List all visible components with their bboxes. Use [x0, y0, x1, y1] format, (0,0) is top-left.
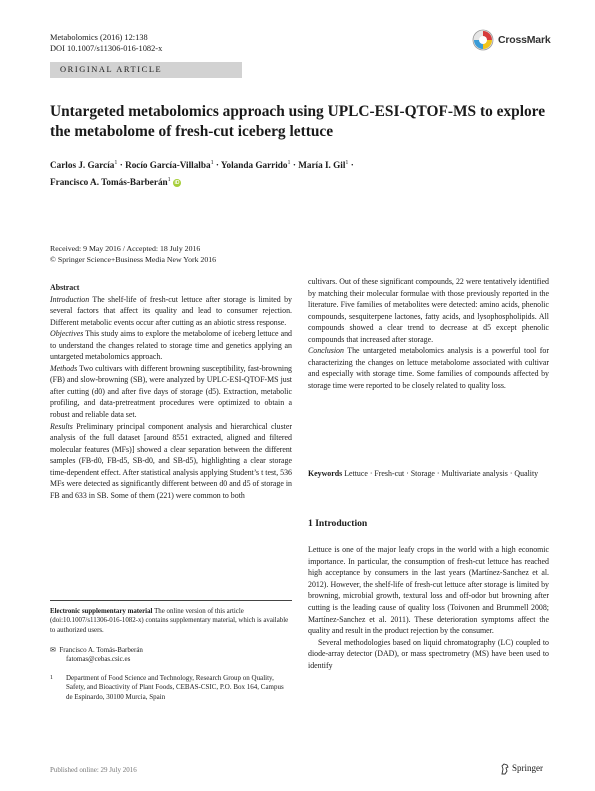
abstract-text: Preliminary principal component analysis and hierarchical cluster analysis of the full dataset [around 8551 extracted, aligned and filtered molecular features (MFs)] showed a clear separation between the different samples (FB-d0, FB-d5, SB-d0, and SB-d5), highlighting a clear storage time-dependent effect. After statistical analysis applying Student’s t test, 536 MFs were detected as significantly different between d0 and d5 of storage in FB and 633 in SB. Some of them (221) were common to both	[50, 421, 292, 500]
affiliation-text: Department of Food Science and Technology, Research Group on Quality, Safety, and Bioactivity of Plant Foods, CEBAS-CSIC, P.O. Box 164, Campus de Espinardo, 30100 Murcia, Spain	[66, 674, 284, 701]
footnote-divider	[50, 600, 292, 601]
esm-text[interactable]: The online version of this article (doi:10.1007/s11306-016-1082-x) contains supplementary material, which is available to authorized users.	[50, 608, 289, 634]
abstract-conclusion	[308, 345, 549, 391]
abstract-label: Introduction	[50, 294, 90, 304]
keywords-label: Keywords	[308, 469, 343, 478]
keywords-text: Lettuce · Fresh-cut · Storage · Multivariate analysis · Quality	[344, 469, 539, 478]
journal-doi[interactable]: DOI 10.1007/s11306-016-1082-x	[50, 44, 163, 53]
affiliation	[50, 674, 292, 702]
author-separator: ·	[213, 160, 221, 171]
abstract-methods	[50, 363, 292, 421]
published-online: Published online: 29 July 2016	[50, 766, 137, 774]
affiliation-number: 1	[50, 675, 53, 681]
received-accepted: Received: 9 May 2016 / Accepted: 18 July 2016	[50, 244, 201, 253]
abstract-label: Methods	[50, 363, 78, 373]
author-name[interactable]: Carlos J. García	[50, 160, 115, 171]
springer-label: Springer	[512, 763, 543, 773]
article-title: Untargeted metabolomics approach using UPLC-ESI-QTOF-MS to explore the metabolome of fresh-cut iceberg lettuce	[50, 103, 546, 140]
author-separator: ·	[290, 160, 299, 171]
esm-note	[50, 607, 292, 635]
crossmark-icon	[472, 29, 494, 51]
abstract-section	[50, 282, 292, 501]
author-list	[50, 156, 550, 190]
abstract-results-cont: cultivars. Out of these significant compounds, 22 were tentatively identified by matching their molecular formulae with those previously reported in the literature. Five families of metabolites were detected: amino acids, phenolic compounds, sesquiterpene lactones, fatty acids, and lysophospholipids. All compounds showed a clear trend to decrease at d5 except phenolic compounds that increased after storage.	[308, 277, 549, 344]
abstract-text: Two cultivars with different browning susceptibility, fast-browning (FB) and slow-browning (SB), were analyzed by UPLC-ESI-QTOF-MS just after cutting (d0) and after five days of storage (d5). Extraction, metabolic profiling, and data-pretreatment procedures were optimized to obtain a robust and reliable data set.	[50, 363, 292, 420]
abstract-label: Results	[50, 421, 73, 431]
section-heading-introduction: 1 Introduction	[308, 518, 368, 529]
author-affiliation-marker: 1	[287, 160, 291, 166]
keywords	[308, 468, 549, 480]
article-type-banner: ORIGINAL ARTICLE	[50, 62, 242, 78]
author-name[interactable]: Francisco A. Tomás-Barberán	[50, 177, 168, 188]
author-separator: ·	[348, 160, 354, 171]
author-affiliation-marker: 1	[345, 160, 349, 166]
author-affiliation-marker: 1	[114, 160, 118, 166]
orcid-icon[interactable]: iD	[174, 180, 180, 187]
introduction-body	[308, 544, 549, 672]
author-name[interactable]: María I. Gil	[298, 160, 346, 171]
abstract-continuation	[308, 276, 549, 391]
author-affiliation-marker: 1	[167, 177, 171, 184]
abstract-text: The untargeted metabolomics analysis is a powerful tool for characterizing the changes on lettuce metabolome associated with cultivar and especially with storage time. Some families of compounds affected by storage time were reported to be closely related to quality loss.	[308, 346, 549, 390]
author-separator: ·	[117, 160, 126, 171]
abstract-heading: Abstract	[50, 283, 80, 292]
author-affiliation-marker: 1	[210, 160, 214, 166]
author-name[interactable]: Rocío García-Villalba	[125, 160, 211, 171]
abstract-label: Objectives	[50, 329, 84, 339]
author-name[interactable]: Yolanda Garrido	[220, 160, 288, 171]
corresponding-name: Francisco A. Tomás-Barberán	[59, 646, 143, 654]
corresponding-author	[50, 646, 292, 665]
envelope-icon: ✉	[50, 646, 56, 654]
abstract-introduction	[50, 294, 292, 329]
crossmark-badge[interactable]	[472, 29, 556, 51]
abstract-label: Conclusion	[308, 346, 344, 356]
intro-paragraph: Several methodologies based on liquid chromatography (LC) coupled to diode-array detector (DAD), or mass spectrometry (MS) have been used to identify	[308, 637, 549, 670]
abstract-results	[50, 421, 292, 502]
crossmark-label: CrossMark	[498, 34, 551, 46]
journal-header	[50, 32, 162, 54]
esm-label: Electronic supplementary material	[50, 608, 153, 615]
copyright-line: © Springer Science+Business Media New York 2016	[50, 254, 217, 264]
abstract-text: The shelf-life of fresh-cut lettuce after storage is limited by several factors that affect its quality and lead to consumer rejection. Different metabolic events occur after cutting as an abiotic stress response.	[50, 294, 292, 327]
journal-citation: Metabolomics (2016) 12:138	[50, 33, 148, 42]
corresponding-email[interactable]: fatomas@cebas.csic.es	[66, 655, 131, 664]
abstract-objectives	[50, 328, 292, 363]
abstract-text: This study aims to explore the metabolome of iceberg lettuce and to understand the changes related to storage time and genetics applying an untargeted metabolomics approach.	[50, 329, 292, 362]
springer-logo	[500, 762, 552, 776]
article-dates	[50, 244, 216, 265]
intro-paragraph: Lettuce is one of the major leafy crops in the world with a high economic importance. In particular, the consumption of fresh-cut lettuce has reached high acceptance by consumers in the last years (Martínez-Sanchez et al. 2012). However, the shelf-life of fresh-cut lettuce after storage is limited by browning, microbial growth, textural loss and off-odor but browning after cutting is the leading cause of quality loss (Toivonen and Brummell 2008; Martínez-Sanchez et al. 2011). These deterioration symptoms affect the quality and result in the product rejection by the consumer.	[308, 545, 549, 636]
springer-horse-icon	[500, 763, 510, 775]
